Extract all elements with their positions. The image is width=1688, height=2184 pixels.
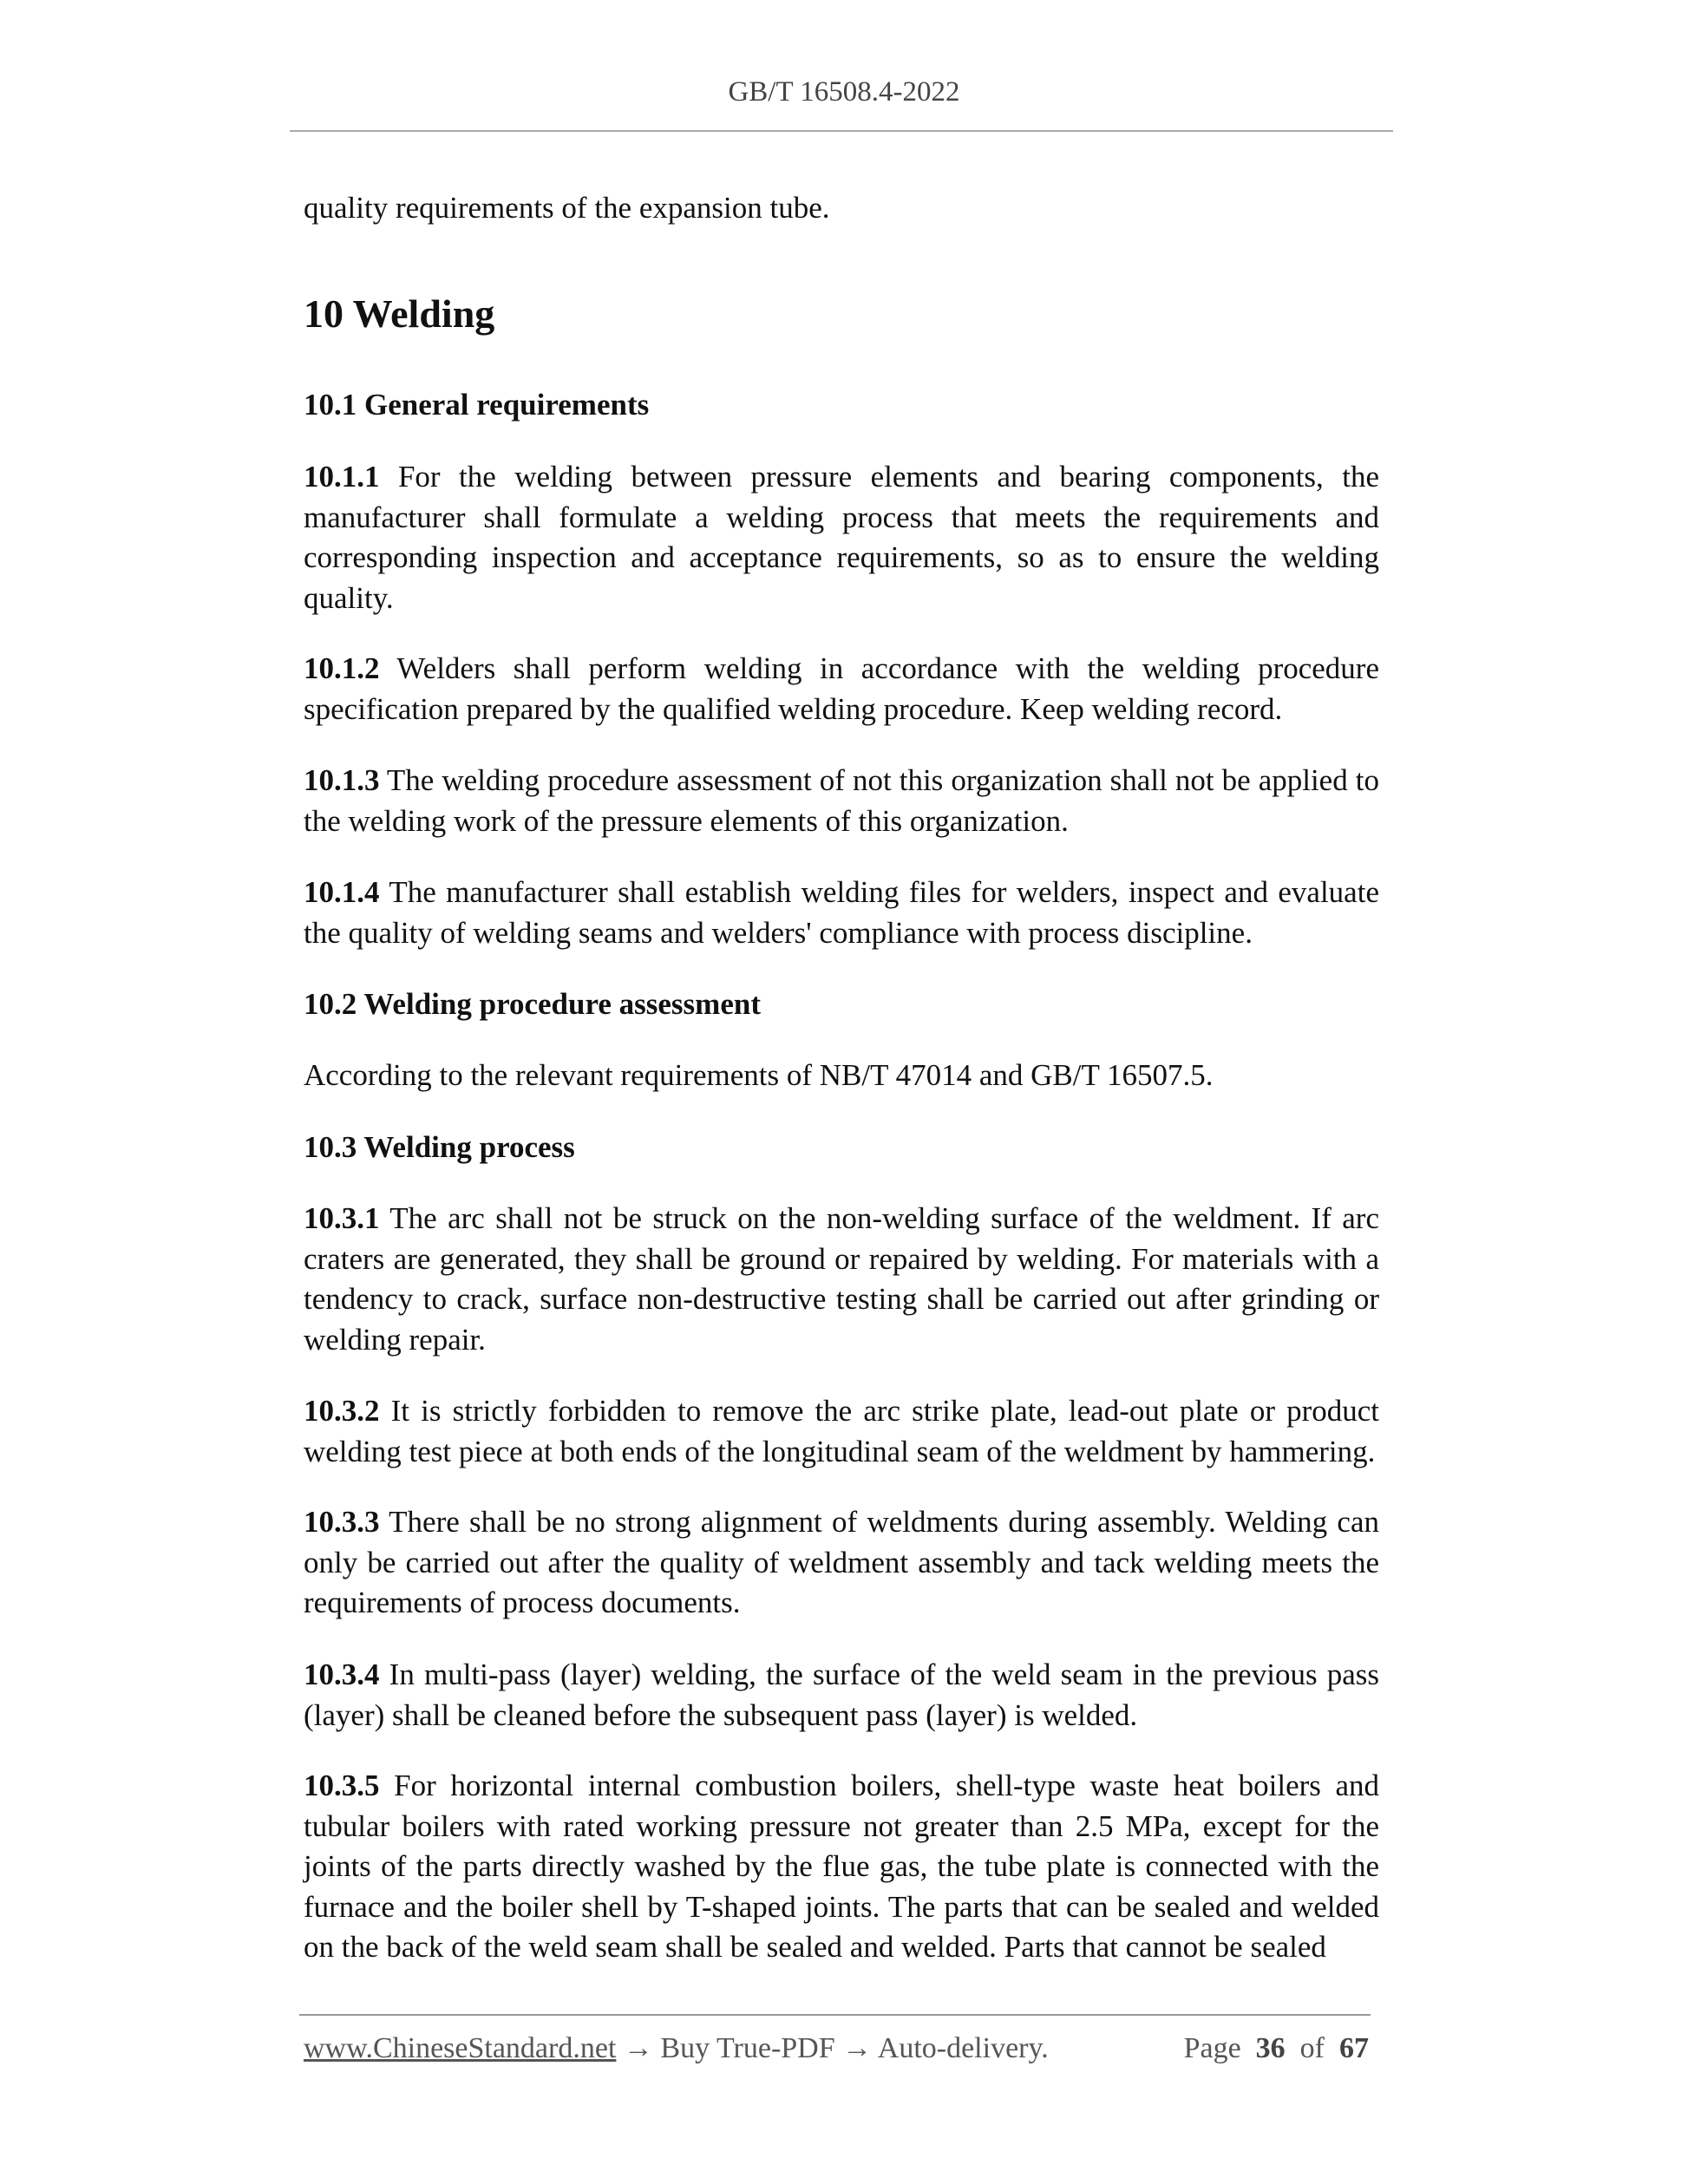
paragraph-10-1-2 [304, 649, 1379, 729]
clause-number: 10.1.1 [304, 460, 380, 494]
website-link[interactable]: www.ChineseStandard.net [304, 2032, 617, 2064]
clause-number: 10.3.5 [304, 1769, 380, 1802]
paragraph-10-1-1 [304, 457, 1379, 618]
section-title: 10 Welding [304, 291, 495, 336]
total-pages: 67 [1339, 2032, 1369, 2064]
clause-number: 10.3.1 [304, 1201, 380, 1235]
paragraph-10-1-3 [304, 761, 1379, 841]
intro-text: quality requirements of the expansion tube. [304, 191, 830, 225]
paragraph-10-3-2 [304, 1391, 1379, 1472]
footer-promo-text: → Buy True-PDF → Auto-delivery. [616, 2032, 1049, 2064]
footer-divider [299, 2014, 1371, 2016]
clause-number: 10.1.3 [304, 763, 380, 797]
paragraph-10-3-1 [304, 1199, 1379, 1360]
clause-text: The welding procedure assessment of not this organization shall not be applied to the welding work of the pressure elements of this organization. [304, 763, 1379, 838]
header-divider [290, 130, 1393, 132]
paragraph-10-3-5 [304, 1766, 1379, 1968]
paragraph-10-3-3 [304, 1502, 1379, 1624]
page-label: Page [1183, 2032, 1241, 2064]
clause-number: 10.1.2 [304, 651, 380, 685]
clause-text: There shall be no strong alignment of weldments during assembly. Welding can only be carried out after the quality of weldment assembly and tack welding meets the requirements of process documents. [304, 1505, 1379, 1619]
clause-text: The manufacturer shall establish welding files for welders, inspect and evaluate the quality of welding seams and welders' compliance with process discipline. [304, 875, 1379, 950]
clause-number: 10.3.3 [304, 1505, 380, 1539]
subsection-10-1: 10.1 General requirements [304, 388, 650, 422]
clause-text: For the welding between pressure elements and bearing components, the manufacturer shall formulate a welding process that meets the requirements and corresponding inspection and acceptance requirements, so as to ensure the welding quality. [304, 460, 1380, 615]
clause-text: The arc shall not be struck on the non-welding surface of the weldment. If arc craters are generated, they shall be ground or repaired by welding. For materials with a tendency to crack, surface non-destructive testing shall be carried out after grinding or welding repair. [304, 1201, 1379, 1357]
clause-text: In multi-pass (layer) welding, the surface of the weld seam in the previous pass (layer) shall be cleaned before the subsequent pass (layer) is welded. [304, 1658, 1380, 1732]
page-number [1184, 2032, 1369, 2065]
current-page: 36 [1255, 2032, 1286, 2064]
clause-text: Welders shall perform welding in accordance with the welding procedure specification prepared by the qualified welding procedure. Keep welding record. [304, 651, 1379, 726]
clause-text: For horizontal internal combustion boilers, shell-type waste heat boilers and tubular boilers with rated working pressure not greater than 2.5 MPa, except for the joints of the parts directly washed by the flue gas, the tube plate is connected with the furnace and the boiler shell by T-shaped joints. The parts that can be sealed and welded on the back of the weld seam shall be sealed and welded. Parts that cannot be sealed [304, 1769, 1380, 1964]
subsection-10-3: 10.3 Welding process [304, 1130, 575, 1164]
footer-promo [304, 2032, 1049, 2065]
paragraph-10-3-4 [304, 1655, 1379, 1736]
page-header: GB/T 16508.4-2022 [728, 76, 960, 108]
clause-number: 10.1.4 [304, 875, 380, 909]
clause-text: It is strictly forbidden to remove the arc strike plate, lead-out plate or product welding test piece at both ends of the longitudinal seam of the weldment by hammering. [304, 1394, 1380, 1468]
of-label: of [1299, 2032, 1325, 2064]
clause-number: 10.3.4 [304, 1658, 380, 1691]
paragraph-10-1-4 [304, 873, 1379, 953]
page-footer [304, 2032, 1369, 2065]
subsection-10-2: 10.2 Welding procedure assessment [304, 987, 761, 1021]
clause-number: 10.3.2 [304, 1394, 380, 1428]
paragraph-10-2: According to the relevant requirements of NB/T 47014 and GB/T 16507.5. [304, 1058, 1214, 1092]
